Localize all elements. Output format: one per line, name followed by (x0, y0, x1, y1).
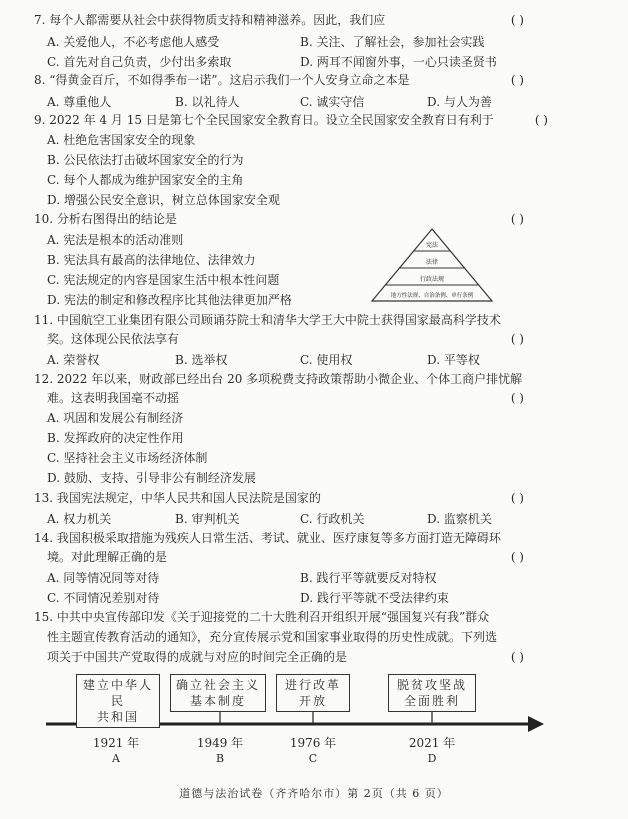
q14-option-c: C. 不同情况差别对待 (47, 591, 160, 605)
q12-option-b: B. 发挥政府的决定性作用 (47, 431, 184, 445)
q14-answer-paren: ( ) (510, 550, 524, 564)
q10-option-c: C. 宪法规定的内容是国家生活中根本性问题 (47, 273, 280, 287)
pyramid-level-admin-regulations: 行政法规 (419, 276, 445, 283)
q8-options (47, 93, 587, 109)
page-footer: 道德与法治试卷（齐齐哈尔市）第 2页（共 6 页） (179, 787, 449, 800)
q7-option-d: D. 两耳不闻窗外事，一心只读圣贤书 (300, 55, 497, 69)
q8-answer-paren: ( ) (510, 73, 524, 87)
timeline-year-d: 2021 年 (408, 736, 456, 750)
q13-option-d: D. 监察机关 (427, 512, 492, 526)
q7-option-c: C. 首先对自己负责，少付出多索取 (47, 55, 232, 69)
q13-stem: 13. 我国宪法规定，中华人民共和国人民法院是国家的 ( ) (34, 491, 524, 505)
q9-option-c: C. 每个人都成为维护国家安全的主角 (47, 173, 244, 187)
q7-options-2 (47, 53, 587, 69)
timeline-event-d: 脱贫攻坚战 全面胜利 (388, 674, 476, 712)
q14-option-d: D. 践行平等就不受法律约束 (300, 591, 449, 605)
q11-answer-paren: ( ) (510, 332, 524, 346)
q14-option-b: B. 践行平等就要反对特权 (300, 571, 437, 585)
law-hierarchy-pyramid (370, 227, 495, 305)
q15-stem-line3: 项关于中国共产党取得的成就与对应的时间完全正确的是 ( ) (47, 650, 524, 664)
q8-stem: 8. “得黄金百斤，不如得季布一诺”。这启示我们一个人安身立命之本是 ( ) (34, 73, 524, 87)
q15-stem-line1: 15. 中共中央宣传部印发《关于迎接党的二十大胜利召开组织开展“强国复兴有我”群众 (34, 610, 490, 624)
q8-option-a: A. 尊重他人 (47, 95, 112, 109)
q7-option-b: B. 关注、了解社会，参加社会实践 (300, 35, 485, 49)
q10-answer-paren: ( ) (510, 212, 524, 226)
q9-stem: 9. 2022 年 4 月 15 日是第七个全民国家安全教育日。设立全民国家安全教育日有利于 ( ) (34, 113, 548, 127)
timeline-figure (40, 672, 560, 772)
q9-option-b: B. 公民依法打击破坏国家安全的行为 (47, 153, 244, 167)
q9-option-a: A. 杜绝危害国家安全的现象 (47, 133, 196, 147)
q9-option-d: D. 增强公民安全意识，树立总体国家安全观 (47, 193, 280, 207)
q11-stem-line1: 11. 中国航空工业集团有限公司顾诵芬院士和清华大学王大中院士获得国家最高科学技术 (34, 313, 501, 327)
timeline-year-b: 1949 年 (196, 736, 244, 750)
q12-option-d: D. 鼓励、支持、引导非公有制经济发展 (47, 471, 256, 485)
q10-stem: 10. 分析右图得出的结论是 ( ) (34, 212, 524, 226)
q8-option-c: C. 诚实守信 (300, 95, 365, 109)
timeline-year-c: 1976 年 (289, 736, 337, 750)
q12-answer-paren: ( ) (510, 391, 524, 405)
q13-option-b: B. 审判机关 (175, 512, 240, 526)
q7-stem: 7. 每个人都需要从社会中获得物质支持和精神滋养。因此，我们应 ( ) (34, 13, 524, 27)
q11-option-a: A. 荣誉权 (47, 353, 100, 367)
q11-option-c: C. 使用权 (300, 353, 353, 367)
q15-answer-paren: ( ) (510, 650, 524, 664)
timeline-letter-c: C (308, 752, 318, 765)
q8-option-d: D. 与人为善 (427, 95, 492, 109)
q11-option-d: D. 平等权 (427, 353, 480, 367)
timeline-year-a: 1921 年 (92, 736, 140, 750)
q14-options (47, 569, 587, 585)
q11-stem-line2: 奖。这体现公民依法享有 ( ) (47, 332, 524, 346)
q10-option-b: B. 宪法具有最高的法律地位、法律效力 (47, 253, 256, 267)
timeline-letter-b: B (215, 752, 225, 765)
q13-options (47, 510, 587, 526)
timeline-letter-d: D (427, 752, 437, 765)
timeline-event-a: 建立中华人民 共和国 (76, 674, 160, 728)
q14-options-2 (47, 589, 587, 605)
q13-option-a: A. 权力机关 (47, 512, 112, 526)
pyramid-level-constitution: 宪法 (425, 242, 439, 249)
q9-answer-paren: ( ) (534, 113, 548, 127)
q11-options (47, 351, 587, 367)
q10-option-a: A. 宪法是根本的活动准则 (47, 233, 184, 247)
q7-answer-paren: ( ) (510, 13, 524, 27)
pyramid-level-local-regulations: 地方性法规、自治条例、单行条例 (390, 293, 474, 299)
q13-answer-paren: ( ) (510, 491, 524, 505)
q13-option-c: C. 行政机关 (300, 512, 365, 526)
q10-option-d: D. 宪法的制定和修改程序比其他法律更加严格 (47, 293, 292, 307)
q12-option-a: A. 巩固和发展公有制经济 (47, 411, 184, 425)
timeline-letter-a: A (112, 752, 120, 765)
timeline-event-c: 进行改革 开放 (276, 674, 350, 712)
q12-option-c: C. 坚持社会主义市场经济体制 (47, 451, 208, 465)
q12-stem-line2: 难。这表明我国毫不动摇 ( ) (47, 391, 524, 405)
timeline-event-b: 确立社会主义 基本制度 (170, 674, 266, 712)
q15-stem-line2: 性主题宣传教育活动的通知》，充分宣传展示党和国家事业取得的历史性成就。下列选 (47, 630, 498, 644)
q14-stem-line1: 14. 我国积极采取措施为残疾人日常生活、考试、就业、医疗康复等多方面打造无障碍环 (34, 531, 501, 545)
q14-option-a: A. 同等情况同等对待 (47, 571, 160, 585)
pyramid-level-laws: 法律 (425, 259, 439, 266)
q12-stem-line1: 12. 2022 年以来，财政部已经出台 20 多项税费支持政策帮助小微企业、个体工商户排忧解 (34, 372, 523, 386)
q7-options (47, 33, 587, 49)
q11-option-b: B. 选举权 (175, 353, 228, 367)
q14-stem-line2: 境。对此理解正确的是 ( ) (47, 550, 524, 564)
q8-option-b: B. 以礼待人 (175, 95, 240, 109)
q7-option-a: A. 关爱他人，不必考虑他人感受 (47, 35, 220, 49)
